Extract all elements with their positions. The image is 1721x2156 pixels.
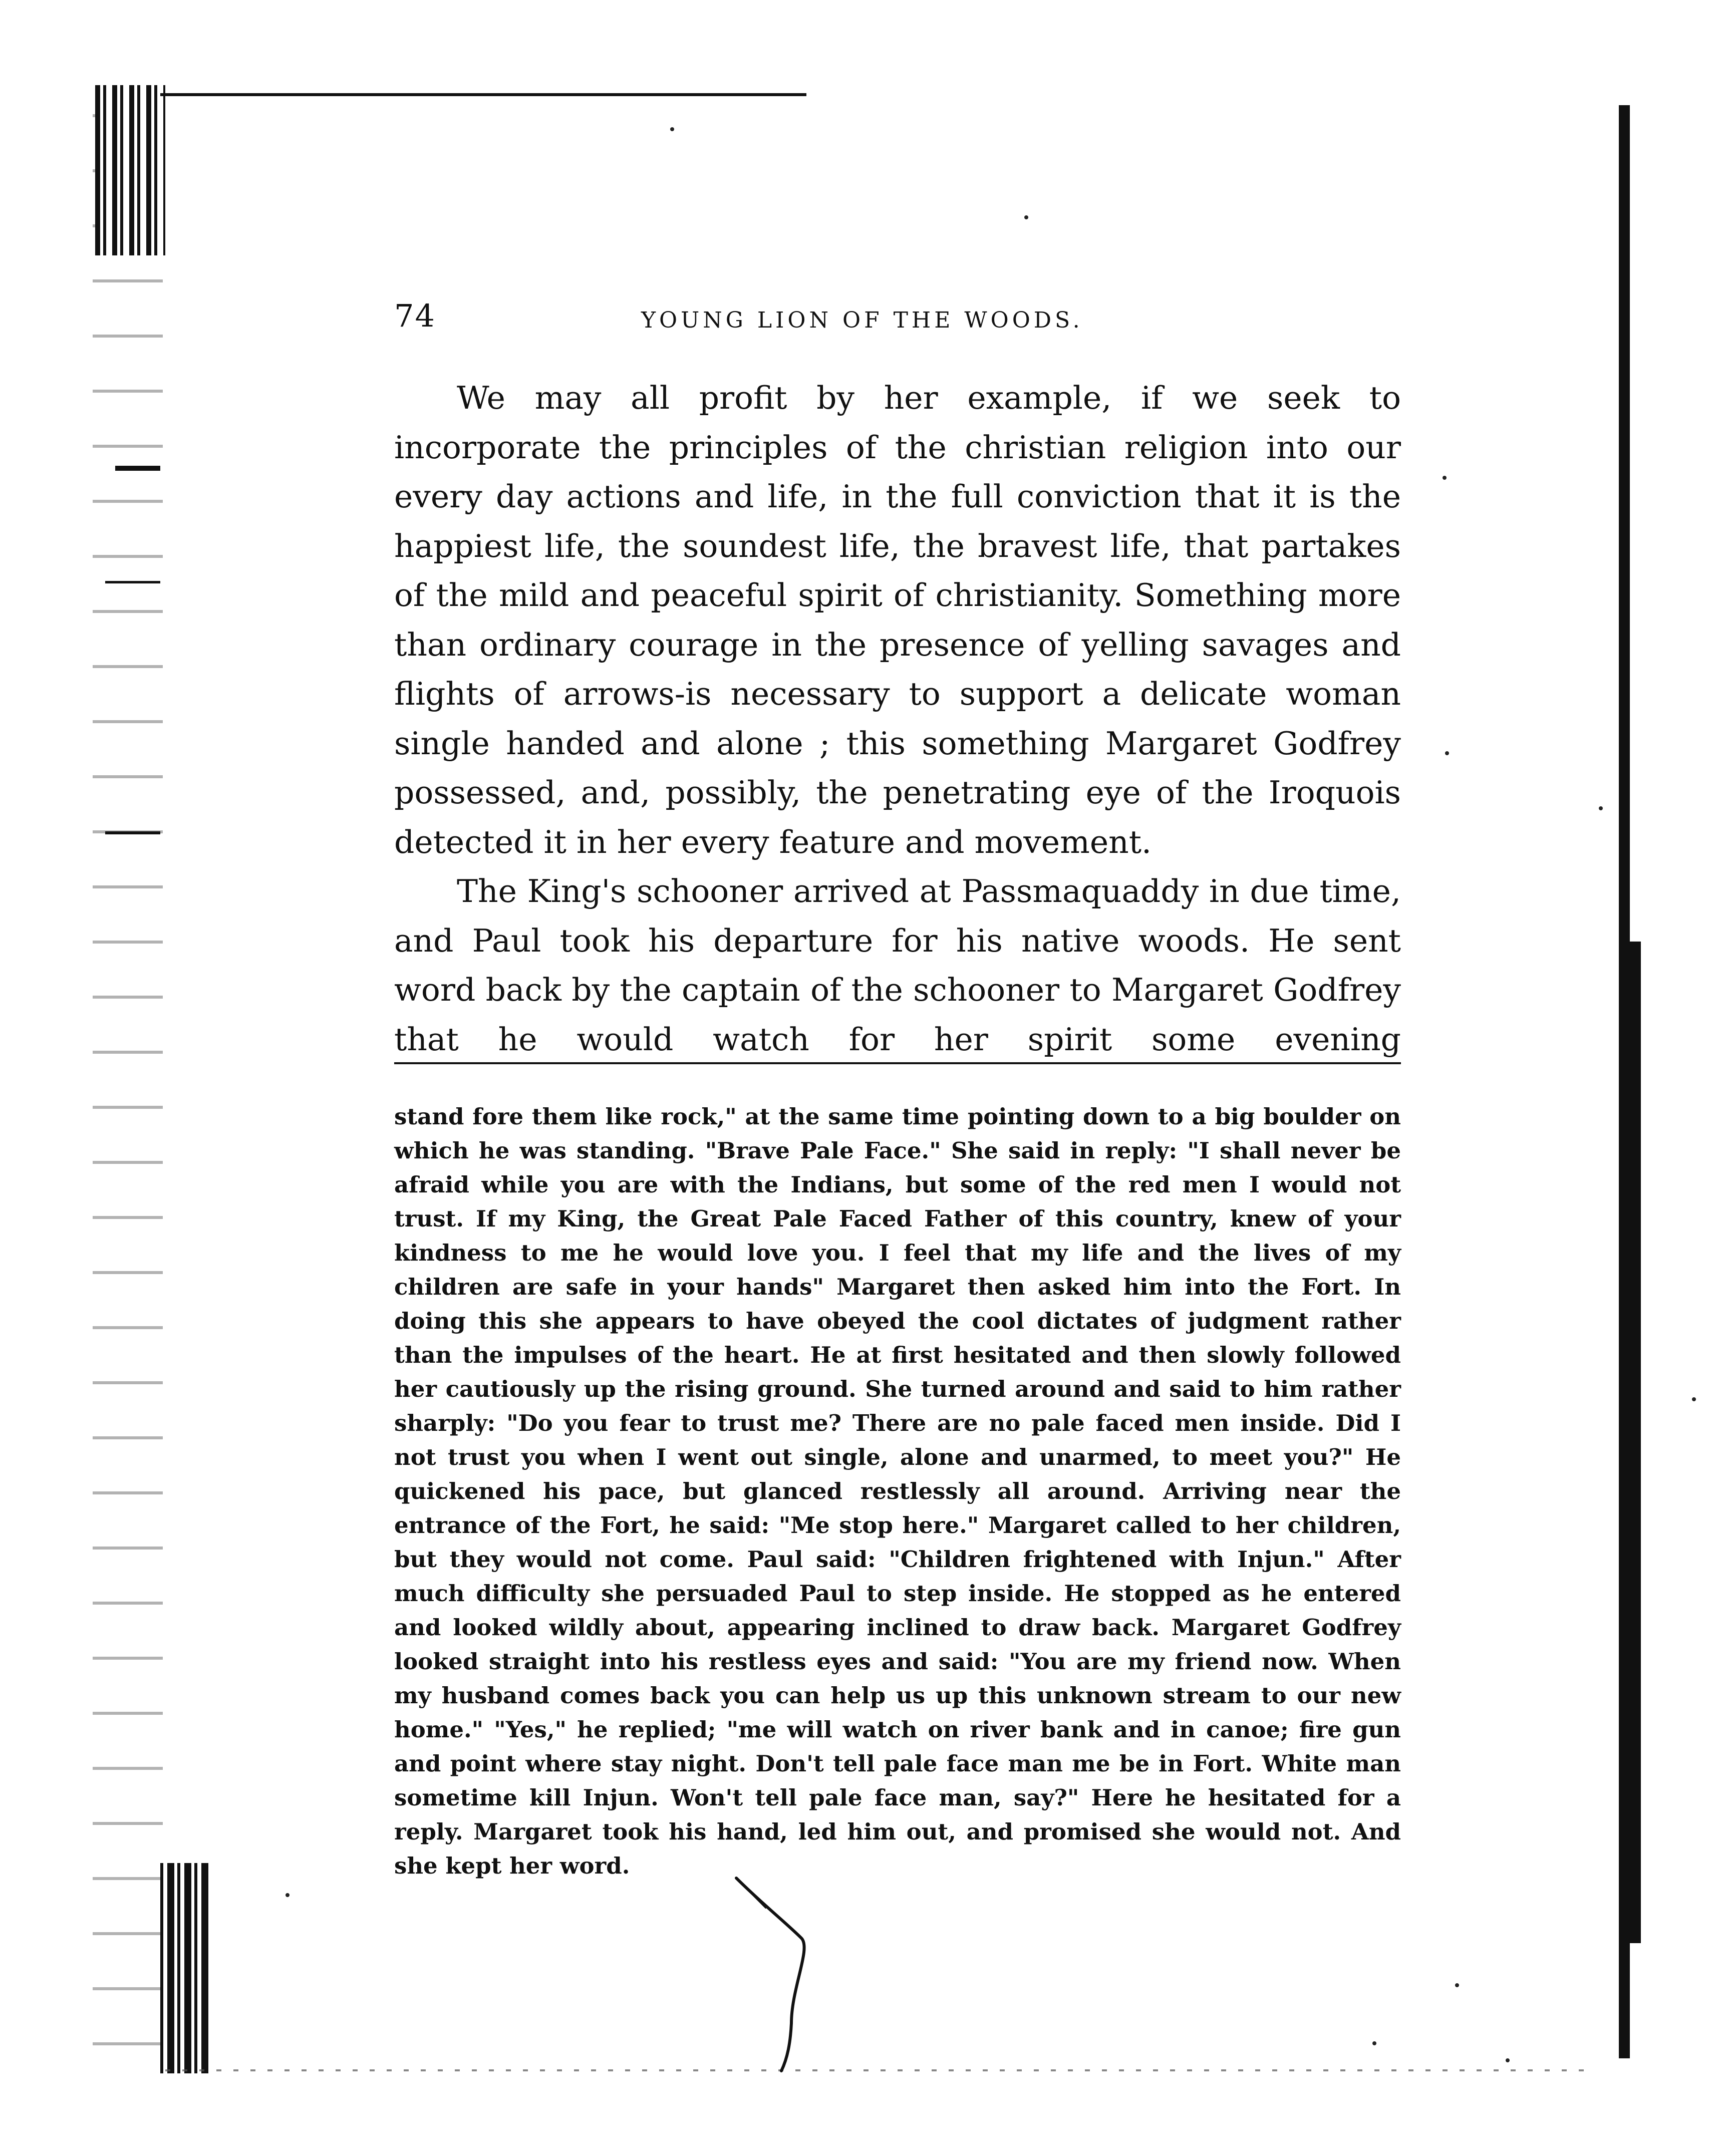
paragraph: The King's schooner arrived at Passmaquaddy in due time, and Paul took his departure for his native woods. He sent word back by the captain of the schooner to Margaret Godfrey that he would watch for her spirit some evening (394, 873, 1401, 1058)
scan-speck (1443, 476, 1447, 480)
running-head: YOUNG LION OF THE WOODS. (641, 307, 1083, 333)
scan-speck (1506, 2058, 1510, 2062)
scan-right-edge-dark (1621, 942, 1641, 1943)
body-text (394, 374, 1401, 1064)
scan-speck (670, 127, 674, 131)
scan-mark (105, 581, 160, 583)
scan-mark (115, 466, 160, 471)
scan-speck (1455, 1983, 1459, 1987)
scan-speck (1024, 215, 1028, 219)
scan-binding-marks (95, 85, 165, 255)
scan-speck (285, 1893, 290, 1897)
footnote-rule (394, 1062, 1401, 1064)
scan-top-rule (160, 93, 806, 96)
scan-mark (105, 831, 160, 834)
scan-speck (1599, 806, 1603, 810)
scan-bottom-edge (165, 2069, 1593, 2071)
scan-binding-marks-bottom (160, 1863, 210, 2073)
page-number: 74 (394, 297, 436, 334)
scan-speck (1692, 1397, 1696, 1401)
scan-speck (1445, 751, 1449, 755)
pen-mark (731, 1873, 831, 2073)
footnote-text: stand fore them like rock," at the same time pointing down to a big boulder on which he was standing. "Brave Pale Face." She said in reply: "I shall never be afraid while you are with the Indians, but some of the red men I would not trust. If my King, the Great Pale Faced Father of this country, knew of your kindness to me he would love you. I feel that my life and the lives of my children are safe in your hands" Margaret then asked him into the Fort. In doing this she appears to have obeyed the cool dictates of judgment rather than the impulses of the heart. He at first hesitated and then slowly followed her cautiously up the rising ground. She turned around and said to him rather sharply: "Do you fear to trust me? There are no pale faced men inside. Did I not trust you when I went out single, alone and unarmed, to meet you?" He quickened his pace, but glanced restlessly all around. Arriving near the entrance of the Fort, he said: "Me stop here." Margaret called to her children, but they would not come. Paul said: "Children frightened with Injun." After much difficulty she persuaded Paul to step inside. He stopped as he entered and looked wildly about, appearing inclined to draw back. Margaret Godfrey looked straight into his restless eyes and said: "You are my friend now. When my husband comes back you can help us up this unknown stream to our new home." "Yes," he replied; "me will watch on river bank and in canoe; fire gun and point where stay night. Don't tell pale face man me be in Fort. White man sometime kill Injun. Won't tell pale face man, say?" Here he hesitated for a reply. Margaret took his hand, led him out, and promised she would not. And she kept her word. (394, 1103, 1401, 1879)
footnote (394, 1100, 1401, 1883)
paragraph: We may all profit by her example, if we seek to incorporate the principles of the christian religion into our every day actions and life, in the full conviction that it is the happiest life, the soundest life, the bravest life, that partakes of the mild and peaceful spirit of christianity. Something more than ordinary courage in the presence of yelling savages and flights of arrows-is necessary to support a delicate woman single handed and alone ; this something Margaret Godfrey possessed, and, possibly, the penetrating eye of the Iroquois detected it in her every feature and movement. (394, 380, 1401, 860)
scan-edge-noise (93, 95, 163, 2073)
scan-speck (1372, 2041, 1376, 2045)
